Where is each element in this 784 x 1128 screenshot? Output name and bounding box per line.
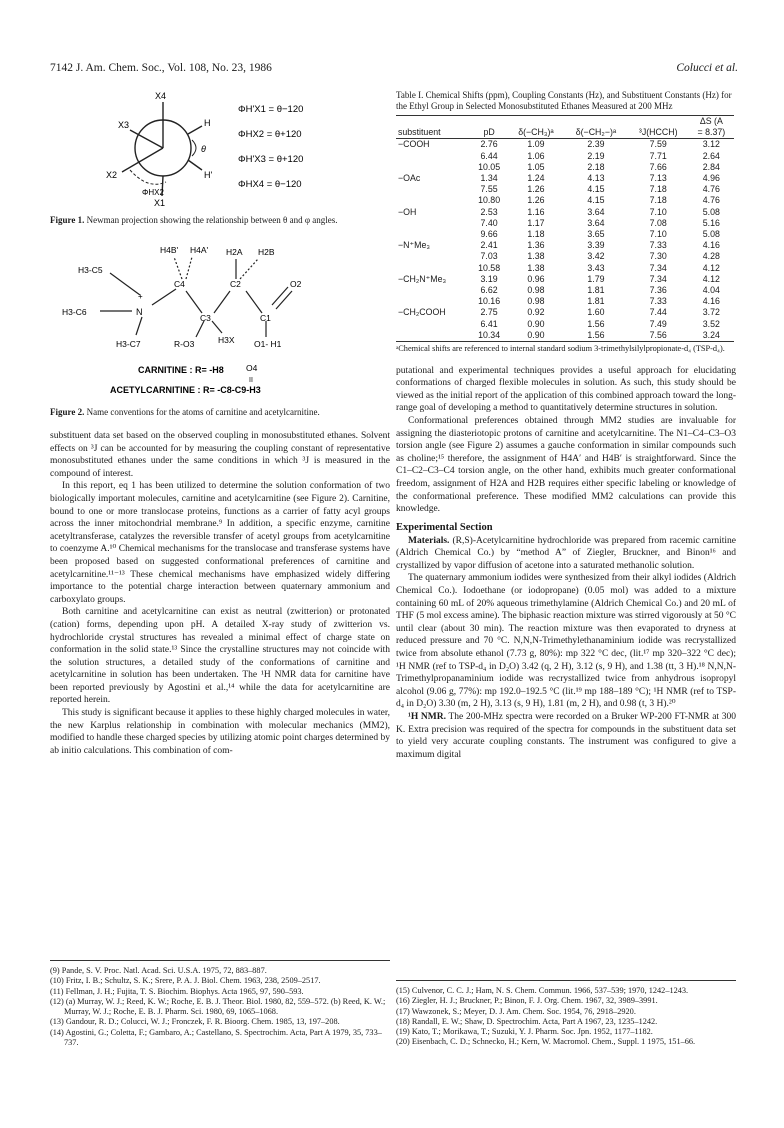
table-1-cell: 0.96 [527, 273, 545, 284]
table-1-cell: 3.39 [587, 240, 605, 251]
table-1-cell: 1.34 [480, 173, 498, 184]
fig2-label-h2b: H2B [258, 246, 275, 257]
table-1-cell: −COOH [398, 139, 430, 150]
table-1-cell: 3.64 [587, 217, 605, 228]
table-1-cell [396, 251, 470, 262]
footnote-11: (11) Fellman, J. H.; Fujita, T. S. Biochim. Biophys. Acta 1965, 97, 590–593. [50, 986, 304, 996]
fig1-label-x4: X4 [155, 91, 167, 101]
table-1-cell: 1.26 [527, 195, 545, 206]
fig2-label-h4b: H4B' [160, 244, 179, 255]
fig2-label-c4: C4 [174, 278, 185, 289]
table-1-header-deltaS-bottom: = 8.37) [689, 127, 734, 139]
fig2-label-h2a: H2A [226, 246, 243, 257]
table-1-cell: 4.76 [702, 195, 720, 206]
table-1-row [396, 285, 734, 296]
table-1-header-pD: pD [470, 127, 507, 139]
table-1-cell: 0.90 [508, 330, 564, 342]
table-1-cell [396, 151, 470, 162]
footnote-20: (20) Eisenbach, C. D.; Schnecko, H.; Kern, W. Macromol. Chem., Suppl. 1 1975, 151–66. [396, 1037, 696, 1047]
table-1-row [396, 251, 734, 262]
table-1-header-deltaS-top: ΔS (A [689, 116, 734, 128]
table-1-row [396, 139, 734, 151]
table-1-cell: 5.08 [702, 206, 720, 217]
left-body-text [50, 430, 390, 757]
materials-runin-head: Materials. [408, 535, 450, 546]
fig2-label-o4: O4 [246, 362, 258, 373]
table-1-cell [396, 218, 470, 229]
table-1-row [396, 296, 734, 307]
fig1-equation-4: ΦHX4 = θ−120 [238, 179, 302, 190]
figure-2-carnitine-structure [50, 233, 390, 398]
table-1-cell [396, 184, 470, 195]
fig2-label-h4a: H4A' [190, 244, 209, 255]
table-1-cell: 6.41 [480, 318, 498, 329]
table-1-cell: 7.34 [649, 273, 667, 284]
table-1-cell: 2.76 [480, 139, 498, 150]
table-1-cell: 1.38 [527, 251, 545, 262]
fig1-equation-3: ΦH'X3 = θ+120 [238, 154, 304, 165]
table-1-cell: 10.34 [470, 330, 507, 342]
table-1-cell: −N⁺Me₃ [398, 240, 430, 251]
table-1-row [396, 173, 734, 184]
table-1-cell: 7.49 [649, 318, 667, 329]
experimental-section-heading: Experimental Section [396, 521, 493, 533]
table-1-cell: 9.66 [480, 229, 498, 240]
table-1-cell: 7.33 [649, 296, 667, 307]
table-1-row [396, 218, 734, 229]
table-1-cell: 1.60 [587, 307, 605, 318]
fig1-label-hprime: H' [204, 170, 213, 180]
materials-text: (R,S)-Acetylcarnitine hydrochloride was prepared from racemic carnitine (Aldrich Chemical Co.) by “method A” of Ziegler, Bruckner, and Binon¹⁶ and crystallized by vapor diffusion of acetone into a saturated methanolic solution. [396, 535, 737, 571]
table-1-cell: 1.17 [527, 217, 545, 228]
table-1-cell: 3.24 [689, 330, 734, 342]
table-1-cell [396, 319, 470, 330]
table-1-cell: 4.76 [702, 184, 720, 195]
table-1-cell: 1.26 [527, 184, 545, 195]
table-1-cell: 7.55 [480, 184, 498, 195]
table-1-cell [396, 296, 470, 307]
fig2-label-h3c5: H3-C5 [78, 264, 103, 275]
table-1-row [396, 229, 734, 240]
right-column [396, 90, 736, 761]
table-1-cell: 7.13 [649, 173, 667, 184]
table-1-cell: 4.16 [702, 296, 720, 307]
table-1-cell: 0.92 [527, 307, 545, 318]
table-1-cell: 7.44 [649, 307, 667, 318]
table-1-cell [396, 263, 470, 274]
table-1-cell: 7.03 [480, 251, 498, 262]
table-1-cell: 3.12 [702, 139, 720, 150]
table-1-cell: 7.08 [649, 217, 667, 228]
table-1-cell: 4.96 [702, 173, 720, 184]
table-1-cell: 1.18 [527, 229, 545, 240]
table-1-cell: 3.43 [587, 262, 605, 273]
table-1-cell: 10.16 [478, 296, 501, 307]
right-footnote-rule [396, 980, 736, 981]
table-1-cell: 3.19 [480, 273, 498, 284]
table-1-cell: 1.05 [527, 161, 545, 172]
right-paragraph-1: putational and experimental techniques provides a useful approach for elucidating conformations of charged flexible molecules in solution. As such, this study should be viewed as the initial report of the application of this combined approach toward the long-range goal of developing a method to quantitatively determine structures in solution. [396, 365, 736, 414]
table-1-row [396, 263, 734, 274]
footnote-10: (10) Fritz, I. B.; Schultz, S. K.; Srere, P. A. J. Biol. Chem. 1963, 238, 2509–2517. [50, 976, 321, 986]
footnote-12: (12) (a) Murray, W. J.; Reed, K. W.; Roche, E. B. J. Theor. Biol. 1980, 82, 559–572. (b) Reed, K. W.; Murray, W. J.; Roche, E. B. J. Pharm. Sci. 1980, 69, 1065–1068. [50, 996, 386, 1017]
quaternary-iodides-paragraph: The quaternary ammonium iodides were synthesized from their alkyl iodides (Aldrich Chemical Co.). Iodoethane (or iodopropane) (0.05 mol) was added to a mixture containing 60 mL of 20% aqueous trimethylamine (Aldrich Chemical Co.) and 20 mL of THF (5 mol excess amine). The biphasic reaction mixture was stirred vigorously at 50 °C until clear (about 30 min). The reaction mixture was then evaporated to dryness at reduced pressure and 70 °C. N,N,N-Trimethylethanaminium iodide was recrystallized twice from absolute ethanol (7.73 g, 80%): mp 322 °C dec, (lit.¹⁷ mp 320–322 °C dec); ¹H NMR (ref to TSP-d₄ in D₂O) 3.42 (q, 2 H), 3.12 (s, 9 H), and 1.38 (tt, 3 H).¹⁸ N,N,N-Trimethylpropanaminium iodide was recrystallized twice from anhydrous isopropyl alcohol (9.06 g, 77%): mp 192.0–192.5 °C (lit.¹⁹ mp 188–189 °C); ¹H NMR (ref to TSP-d₄ in D₂O) 3.30 (m, 2 H), 3.13 (s, 9 H), 1.81 (m, 2 H), and 0.98 (t, 3 H).²⁰ [396, 573, 737, 710]
table-1-cell: 2.18 [587, 161, 605, 172]
left-footnotes [50, 966, 390, 1048]
left-paragraph-2: In this report, eq 1 has been utilized to determine the solution conformation of two biologically important molecules, carnitine and acetylcarnitine (see Figure 2). Carnitine, bound to one or more translocase proteins, functions as a carrier of fatty acyl groups across the inner mitochondrial membrane.⁹ In addition, a specific enzyme, carnitine acetyltransferase, catalyzes the reversible transfer of acetyl groups from acetylcarnitine to coenzyme A.¹⁰ Chemical mechanisms for the translocase and transferase systems have been proposed based on suggested conformational preferences of carnitine and acetylcarnitine.¹¹⁻¹³ These chemical mechanisms have emphasized widely differing importance to the potential charge interaction between quaternary ammonium and carboxylato groups. [50, 481, 390, 605]
table-1-cell: 1.56 [564, 330, 628, 342]
fig2-label-plus: + [138, 291, 143, 301]
table-1-row [396, 274, 734, 285]
table-1-cell: 1.36 [527, 240, 545, 251]
footnote-16: (16) Ziegler, H. J.; Bruckner, P.; Binon, F. J. Org. Chem. 1967, 32, 3989–3991. [396, 996, 658, 1006]
table-1-cell: 1.24 [527, 173, 545, 184]
table-1-cell: 2.75 [480, 307, 498, 318]
table-1-cell: 4.04 [702, 285, 720, 296]
table-1-row [396, 207, 734, 218]
table-1-cell: 1.38 [527, 262, 545, 273]
table-1-cell: 6.62 [480, 285, 498, 296]
table-1-cell: 3.65 [587, 229, 605, 240]
fig1-label-theta: θ [201, 144, 206, 154]
left-paragraph-1: substituent data set based on the observed coupling in monosubstituted ethanes. Solvent effects on ³J can be accounted for by measuring the coupling constant of representative monosubstituted ethanes under the same conditions in which ³J is measured in the compound of interest. [50, 431, 390, 479]
fig1-label-h: H [204, 118, 211, 128]
table-1-footnote: ᵃChemical shifts are referenced to internal standard sodium 3-trimethylsilylpropionate-d₄ (TSP-d₄). [396, 344, 725, 354]
fig2-carnitine-definition: CARNITINE : R= -H8 [138, 364, 224, 375]
table-1-cell: 4.15 [587, 184, 605, 195]
table-1-cell: 10.80 [478, 195, 501, 206]
table-1-cell: 7.18 [649, 184, 667, 195]
footnote-17: (17) Wawzonek, S.; Meyer, D. J. Am. Chem. Soc. 1954, 76, 2918–2920. [396, 1006, 636, 1016]
table-1-cell: 4.13 [587, 173, 605, 184]
table-1-body [396, 139, 734, 342]
nmr-text: The 200-MHz spectra were recorded on a Bruker WP-200 FT-NMR at 300 K. Extra precision was required of the spectra for compounds in the substituent data set to yield very accurate coupling constants. The instrument was configured to give a maximum digital [396, 712, 736, 760]
table-1-cell: 7.18 [649, 195, 667, 206]
table-1-cell: 2.84 [702, 161, 720, 172]
fig2-label-c3: C3 [200, 312, 211, 323]
table-1-row [396, 162, 734, 173]
table-1-cell: 4.16 [702, 240, 720, 251]
left-paragraph-4: This study is significant because it applies to these highly charged molecules in water, the new Karplus relationship in combination with molecular mechanics (MM2), modified to handle these charged species by utilizing atomic point charges determined by ab initio calculations. This combination of com- [50, 708, 390, 756]
table-1-cell: 2.39 [587, 139, 605, 150]
footnote-9: (9) Pande, S. V. Proc. Natl. Acad. Sci. U.S.A. 1975, 72, 883–887. [50, 966, 267, 975]
table-1-cell: 7.40 [480, 217, 498, 228]
fig2-label-h3c6: H3-C6 [62, 306, 87, 317]
table-1-cell: 0.98 [527, 285, 545, 296]
figure-1-label: Figure 1. [50, 215, 85, 225]
table-1-row [396, 151, 734, 162]
table-1-cell: 7.71 [649, 150, 667, 161]
table-1-row [396, 240, 734, 251]
left-column [50, 90, 390, 757]
table-1-cell: 7.66 [649, 161, 667, 172]
table-1-cell: 5.16 [702, 217, 720, 228]
table-1-cell: 7.33 [649, 240, 667, 251]
table-1-cell: 3.52 [702, 318, 720, 329]
table-1-row [396, 195, 734, 206]
table-1-row [396, 319, 734, 330]
table-1-cell: 6.44 [480, 150, 498, 161]
fig1-label-x2: X2 [106, 170, 118, 180]
materials-paragraph [396, 535, 736, 573]
fig1-label-x1: X1 [154, 198, 166, 208]
fig2-acetylcarnitine-definition: ACETYLCARNITINE : R= -C8-C9-H3 [110, 384, 261, 395]
nmr-paragraph [396, 711, 736, 761]
table-1-header-ch3: δ(−CH₃)ᵃ [508, 127, 564, 139]
footnote-15: (15) Culvenor, C. C. J.; Ham, N. S. Chem. Commun. 1966, 537–539; 1970, 1242–1243. [396, 986, 689, 995]
right-body-text [396, 365, 736, 762]
table-1-cell: −OAc [398, 173, 421, 184]
footnote-14: (14) Agostini, G.; Coletta, F.; Gambaro, A.; Castellano, S. Spectrochim. Acta, Part A 1979, 35, 733–737. [50, 1027, 382, 1048]
table-1-cell [396, 285, 470, 296]
table-1-header-ch2: δ(−CH₂−)ᵃ [564, 127, 628, 139]
figure-2-label: Figure 2. [50, 406, 85, 417]
table-1-row [396, 184, 734, 195]
table-1-cell: 4.28 [702, 251, 720, 262]
table-1-row [396, 307, 734, 318]
table-1-cell: −CH₂COOH [398, 307, 446, 318]
table-1-row [396, 330, 734, 342]
fig2-label-o1h1: O1- H1 [254, 338, 282, 349]
table-1-cell [396, 195, 470, 206]
fig1-label-x3: X3 [118, 120, 130, 130]
table-1-cell: 7.30 [649, 251, 667, 262]
fig1-equation-1: ΦH'X1 = θ−120 [238, 104, 304, 115]
fig2-label-h3c7: H3-C7 [116, 338, 141, 349]
fig2-label-h3x: H3X [218, 334, 235, 345]
left-paragraph-3: Both carnitine and acetylcarnitine can exist as neutral (zwitterion) or protonated (cation) forms, depending upon pH. A detailed X-ray study of zwitterion vs. hydrochloride crystal structures has revealed a minimal effect of charge state on conformation in the solid state.¹³ Since the crystalline structures may not coincide with the solution structures, a detailed study of the conformations of carnitine and acetylcarnitine in solution has been undertaken. The ¹H NMR data for carnitine have been reported previously by Agostini et al.,¹⁴ while the data for acetylcarnitine are reported herein. [50, 607, 390, 706]
fig2-label-c2: C2 [230, 278, 241, 289]
table-1-title: Table I. Chemical Shifts (ppm), Coupling Constants (Hz), and Substituent Constants (Hz) for the Ethyl Group in Selected Monosubstituted Ethanes Measured at 200 MHz [396, 90, 732, 111]
table-1-cell: 4.12 [702, 273, 720, 284]
table-1-cell: 1.16 [527, 206, 545, 217]
table-1-cell [396, 162, 470, 173]
table-1-cell: 10.05 [478, 161, 501, 172]
fig2-double-bond: II [249, 376, 253, 384]
left-footnote-rule [50, 960, 390, 961]
table-1-cell: 1.09 [527, 139, 545, 150]
footnote-19: (19) Kato, T.; Morikawa, T.; Suzuki, Y. J. Pharm. Soc. Jpn. 1952, 1177–1182. [396, 1027, 653, 1037]
fig2-label-c1: C1 [260, 312, 271, 323]
table-1-cell: 2.19 [587, 150, 605, 161]
table-1-cell: 7.10 [649, 206, 667, 217]
table-1-cell: 2.53 [480, 206, 498, 217]
table-1-cell: 1.56 [587, 318, 605, 329]
fig2-label-n: N [136, 306, 143, 317]
table-1-cell: 2.41 [480, 240, 498, 251]
figure-2-caption-text: Name conventions for the atoms of carnitine and acetylcarnitine. [86, 406, 320, 417]
table-1 [396, 115, 734, 342]
table-1-cell: 0.90 [527, 318, 545, 329]
table-1-cell: 7.10 [649, 229, 667, 240]
fig2-label-ro3: R-O3 [174, 338, 195, 349]
table-1-cell: 3.72 [702, 307, 720, 318]
running-header-authors: Colucci et al. [676, 62, 738, 74]
table-1-cell: 1.81 [587, 296, 605, 307]
table-1-cell [396, 330, 470, 342]
table-1-cell: 4.15 [587, 195, 605, 206]
table-1-cell: 3.42 [587, 251, 605, 262]
figure-2-caption [50, 407, 390, 419]
figure-1-caption [50, 215, 390, 227]
table-1-cell: 1.79 [587, 273, 605, 284]
table-1-cell: 1.06 [527, 150, 545, 161]
fig1-equation-2: ΦHX2 = θ+120 [238, 129, 302, 140]
footnote-13: (13) Gandour, R. D.; Colucci, W. J.; Fronczek, F. R. Bioorg. Chem. 1985, 13, 197–208. [50, 1017, 340, 1027]
table-1-cell: 2.64 [702, 150, 720, 161]
table-1-cell: 7.36 [649, 285, 667, 296]
table-1-cell: 7.34 [649, 262, 667, 273]
table-1-header-j: ³J(HCCH) [628, 127, 689, 139]
table-1-cell: 4.12 [702, 262, 720, 273]
table-1-header-substituent: substituent [396, 127, 470, 139]
table-1-cell: 10.58 [478, 262, 501, 273]
table-1-cell: 1.81 [587, 285, 605, 296]
table-1-cell: 0.98 [527, 296, 545, 307]
table-1-cell: 5.08 [702, 229, 720, 240]
right-footnotes [396, 986, 736, 1048]
figure-1-caption-text: Newman projection showing the relationship between θ and φ angles. [86, 215, 338, 225]
table-1-cell: −OH [398, 206, 417, 217]
table-1-cell: 7.59 [649, 139, 667, 150]
right-paragraph-2: Conformational preferences obtained through MM2 studies are invaluable for assigning the diasteriotopic protons of carnitine and acetylcarnitine. The N1–C4–C3–O3 torsion angle (see Figure 2) assumes a gauche conformation in similar compounds such as choline;¹⁵ therefore, the assignment of H4A′ and H4B′ is straightforward. Since the C1–C2–C3–C4 torsion angle, on the other hand, exhibits much greater conformational freedom, assignment of H2A and H2B requires either specific labeling or knowledge of the conformational preference. These modified MM2 calculations can provide this knowledge. [396, 415, 736, 515]
table-1-cell [396, 229, 470, 240]
table-1-cell: −CH₂N⁺Me₃ [398, 273, 447, 284]
footnote-18: (18) Randall, E. W.; Shaw, D. Spectrochim. Acta, Part A 1967, 23, 1235–1242. [396, 1016, 658, 1026]
table-1-cell: 7.56 [628, 330, 689, 342]
fig1-label-phi: ΦHX2 [142, 188, 164, 197]
figure-1-newman-projection [50, 90, 390, 208]
nmr-runin-head: ¹H NMR. [408, 712, 446, 722]
fig2-label-o2: O2 [290, 278, 302, 289]
table-1-cell: 3.64 [587, 206, 605, 217]
running-header-journal: 7142 J. Am. Chem. Soc., Vol. 108, No. 23, 1986 [50, 62, 272, 74]
